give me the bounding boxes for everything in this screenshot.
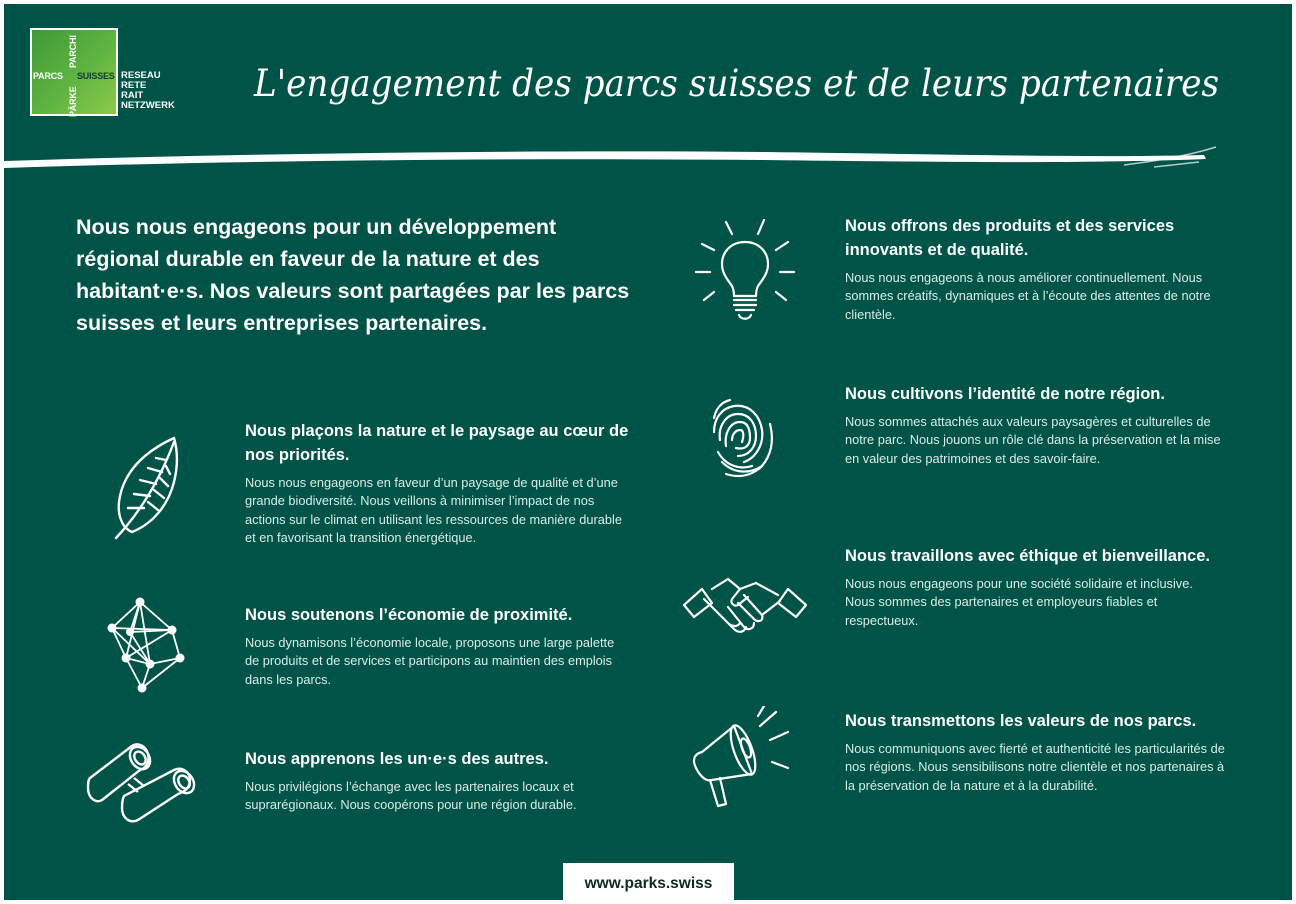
network-icon — [100, 596, 190, 696]
item-title: Nous transmettons les valeurs de nos parcs. — [845, 712, 1197, 730]
value-item-nature — [245, 419, 630, 547]
item-text: Nous dynamisons l’économie locale, proposons une large palette de produits et de services et participons au maintien des emplois dans les parcs. — [245, 635, 615, 687]
item-text: Nous nous engageons à nous améliorer continuellement. Nous sommes créatifs, dynamiques et à l’écoute des attentes de notre clientèle. — [845, 270, 1211, 322]
item-title: Nous travaillons avec éthique et bienveillance. — [845, 547, 1210, 565]
logo-network-line: RETE — [121, 80, 147, 91]
fingerprint-icon — [710, 396, 780, 482]
value-item-ethics — [845, 544, 1225, 630]
logo-word-parcs: PARCS — [33, 71, 63, 81]
poster — [4, 4, 1292, 900]
website-link[interactable]: www.parks.swiss — [563, 863, 734, 900]
item-text: Nous nous engageons pour une société solidaire et inclusive. Nous sommes des partenaires et employeurs fiables et respectueux. — [845, 576, 1193, 628]
binoculars-icon — [84, 738, 214, 828]
logo-network-line: RESEAU — [121, 70, 161, 81]
value-item-innovation — [845, 214, 1225, 324]
logo-network-line: NETZWERK — [121, 100, 175, 111]
logo-word-parchi: PARCHI — [68, 35, 78, 68]
item-text: Nous sommes attachés aux valeurs paysagères et culturelles de notre parc. Nous jouons un rôle clé dans la préservation et la mise en valeur des patrimoines et des savoir-faire. — [845, 414, 1221, 466]
lightbulb-icon — [692, 214, 798, 324]
item-title: Nous cultivons l’identité de notre région. — [845, 385, 1165, 403]
brush-stroke — [4, 151, 1206, 168]
value-item-identity — [845, 382, 1225, 468]
item-title: Nous apprenons les un·e·s des autres. — [245, 750, 549, 768]
title-banner — [4, 4, 1292, 174]
megaphone-icon — [688, 706, 794, 812]
page-title: L'engagement des parcs suisses et de leurs partenaires — [253, 62, 1220, 105]
item-text: Nous privilégions l’échange avec les partenaires locaux et suprarégionaux. Nous coopérons pour une région durable. — [245, 779, 577, 813]
logo-word-parke: PÄRKE — [68, 86, 78, 117]
item-title: Nous soutenons l’économie de proximité. — [245, 606, 573, 624]
value-item-learning — [245, 747, 630, 815]
item-text: Nous nous engageons en faveur d’un paysage de qualité et d’une grande biodiversité. Nous veillons à minimiser l’impact de nos actions sur le climat en utilisant les ressources de manière durable et en favorisant la transition énergétique. — [245, 475, 622, 545]
leaf-icon — [108, 434, 188, 544]
intro-statement: Nous nous engageons pour un développement régional durable en faveur de la nature et des habitant·e·s. Nos valeurs sont partagées par les parcs suisses et leurs entreprises partenaires. — [76, 215, 630, 335]
handshake-icon — [682, 569, 808, 649]
logo-network-line: RAIT — [121, 90, 144, 101]
item-title: Nous offrons des produits et des services innovants et de qualité. — [845, 217, 1175, 259]
value-item-economy — [245, 603, 630, 689]
item-title: Nous plaçons la nature et le paysage au cœur de nos priorités. — [245, 422, 629, 464]
value-item-transmission — [845, 709, 1225, 795]
item-text: Nous communiquons avec fierté et authenticité les particularités de nos régions. Nous sensibilisons notre clientèle et nos partenaires à la préservation de la nature et à la durabilité. — [845, 741, 1225, 793]
logo-word-suisses: SUISSES — [77, 71, 115, 81]
